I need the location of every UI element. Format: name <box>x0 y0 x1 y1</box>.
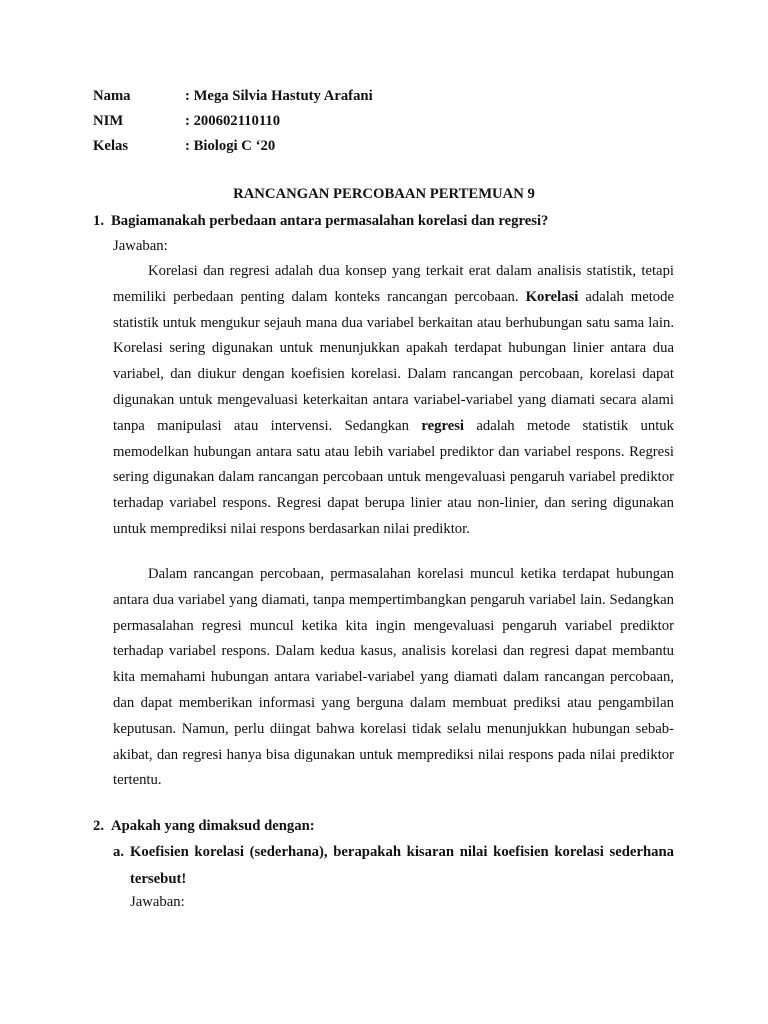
header-value: : Mega Silvia Hastuty Arafani <box>185 88 373 104</box>
answer-label: Jawaban: <box>130 894 185 910</box>
document-title: RANCANGAN PERCOBAAN PERTEMUAN 9 <box>233 186 535 202</box>
header-label: Nama <box>93 88 131 104</box>
paragraph-text: Korelasi dan regresi adalah dua konsep yang terkait erat dalam analisis statistik, tetapi memiliki perbedaan penting dalam konteks rancangan percobaan. <box>113 263 674 305</box>
header-value: : Biologi C ‘20 <box>185 138 276 154</box>
question-text: Apakah yang dimaksud dengan: <box>111 818 315 834</box>
term-regresi: regresi <box>421 417 465 434</box>
question-number: 1. <box>93 213 105 229</box>
term-korelasi: Korelasi <box>525 288 579 305</box>
question-number: 2. <box>93 818 105 834</box>
paragraph-text: adalah metode statistik untuk memodelkan hubungan antara satu atau lebih variabel prediktor dan variabel respons. Regresi sering digunakan dalam rancangan percobaan untuk mengevaluasi pengaruh variabel prediktor terhadap variabel respons. Regresi dapat berupa linier atau non-linier, dan sering digunakan untuk memprediksi nilai respons berdasarkan nilai prediktor. <box>113 417 674 537</box>
answer-paragraph-1 <box>113 259 674 543</box>
sub-question-a <box>113 839 674 892</box>
sub-question-marker: a. <box>113 844 125 860</box>
paragraph-text: adalah metode statistik untuk mengukur sejauh mana dua variabel berkaitan atau berhubungan satu sama lain. Korelasi sering digunakan untuk menunjukkan apakah terdapat hubungan linier antara dua variabel, dan diukur dengan koefisien korelasi. Dalam rancangan percobaan, korelasi dapat digunakan untuk mengevaluasi keterkaitan antara variabel-variabel yang diamati secara alami tanpa manipulasi atau intervensi. Sedangkan <box>113 288 674 434</box>
header-label: Kelas <box>93 138 129 154</box>
answer-paragraph-2: Dalam rancangan percobaan, permasalahan korelasi muncul ketika terdapat hubungan antara dua variabel yang diamati, tanpa mempertimbangkan pengaruh variabel lain. Sedangkan permasalahan regresi muncul ketika kita ingin mengevaluasi pengaruh variabel prediktor terhadap variabel respons. Dalam kedua kasus, analisis korelasi dan regresi dapat membantu kita memahami hubungan antara variabel-variabel yang diamati dalam rancangan percobaan, dan dapat memberikan informasi yang berguna dalam membuat prediksi atau pengambilan keputusan. Namun, perlu diingat bahwa korelasi tidak selalu menunjukkan hubungan sebab-akibat, dan regresi hanya bisa digunakan untuk memprediksi nilai respons pada nilai prediktor tertentu. <box>113 566 674 789</box>
question-2 <box>93 818 315 835</box>
header-value: : 200602110110 <box>185 113 281 129</box>
question-text: Bagiamanakah perbedaan antara permasalahan korelasi dan regresi? <box>111 213 549 229</box>
header-label: NIM <box>93 113 124 129</box>
sub-question-text: Koefisien korelasi (sederhana), berapakah kisaran nilai koefisien korelasi sederhana tersebut! <box>130 844 674 887</box>
answer-label: Jawaban: <box>113 238 168 254</box>
question-1 <box>93 213 548 230</box>
